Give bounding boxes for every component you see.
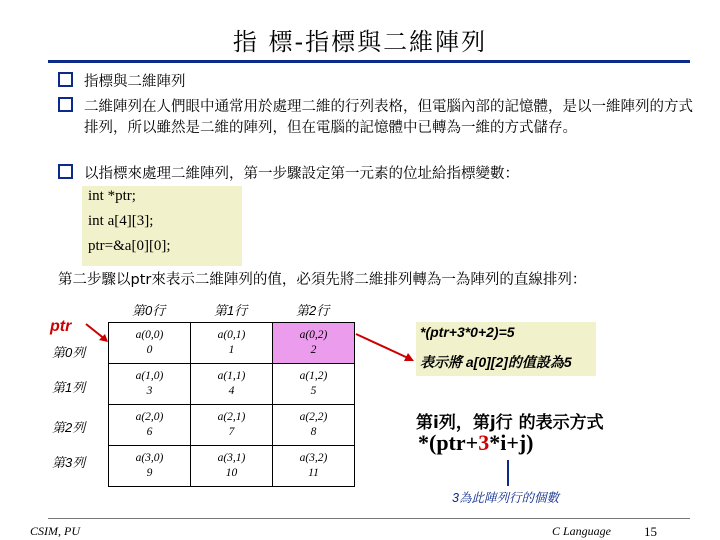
grid-cell: a(0,1) 1 <box>191 323 273 364</box>
grid-cell: a(2,0) 6 <box>109 405 191 446</box>
array-grid <box>108 322 355 487</box>
col-header-1: 第1行 <box>214 303 248 318</box>
grid-row <box>109 364 355 405</box>
bullet-box-icon <box>58 97 73 112</box>
formula <box>418 430 534 456</box>
page-number: 15 <box>644 524 657 539</box>
grid-cell: a(2,2) 8 <box>273 405 355 446</box>
grid-row <box>109 405 355 446</box>
bullet-1 <box>58 72 186 93</box>
bullet-2-text: 二維陣列在人們眼中通常用於處理二維的行列表格，但電腦內部的記憶體，是以一維陣列的方式排列，所以雖然是二維的陣列，但在電腦的記憶體中已轉為一維的方式儲存。 <box>84 99 693 136</box>
grid-cell: a(3,1) 10 <box>191 446 273 487</box>
bullet-box-icon <box>58 164 73 179</box>
note-explanation: 表示將 a[0][2]的值設為5 <box>420 354 572 370</box>
row-header-3: 第3列 <box>52 455 86 470</box>
grid-cell-highlight: a(0,2) 2 <box>273 323 355 364</box>
note-arrow-icon <box>354 330 418 366</box>
slide-title: 指 標-指標與二維陣列 <box>232 28 488 56</box>
title-rule <box>48 60 690 63</box>
bullet-3-text: 以指標來處理二維陣列，第一步驟設定第一元素的位址給指標變數： <box>84 166 519 182</box>
step2-text: 第二步驟以ptr來表示二維陣列的值，必須先將二維排列轉為一為陣列的直線排列： <box>58 272 587 288</box>
pointer-line <box>507 460 509 486</box>
rowcol-heading: 第i列，第j行 的表示方式 <box>416 413 604 433</box>
row-header-2: 第2列 <box>52 420 86 435</box>
grid-row <box>109 446 355 487</box>
code-line-2: int a[4][3]; <box>88 213 154 229</box>
col-header-0: 第0行 <box>132 303 166 318</box>
bullet-3 <box>58 164 519 185</box>
grid-cell: a(0,0) 0 <box>109 323 191 364</box>
bullet-box-icon <box>58 72 73 87</box>
row-header-1: 第1列 <box>52 380 86 395</box>
three-note: 3為此陣列行的個數 <box>452 491 559 505</box>
bullet-1-text: 指標與二維陣列 <box>84 74 186 90</box>
code-line-1: int *ptr; <box>88 188 136 204</box>
grid-cell: a(1,1) 4 <box>191 364 273 405</box>
bullet-2 <box>58 97 693 136</box>
formula-prefix: *(ptr+ <box>418 430 479 455</box>
row-header-0: 第0列 <box>52 345 86 360</box>
grid-cell: a(1,2) 5 <box>273 364 355 405</box>
footer-rule <box>48 518 690 519</box>
grid-cell: a(3,2) 11 <box>273 446 355 487</box>
col-header-2: 第2行 <box>296 303 330 318</box>
grid-cell: a(2,1) 7 <box>191 405 273 446</box>
note-expression: *(ptr+3*0+2)=5 <box>420 324 515 340</box>
grid-row <box>109 323 355 364</box>
grid-cell: a(1,0) 3 <box>109 364 191 405</box>
formula-suffix: *i+j) <box>489 430 534 455</box>
formula-three: 3 <box>478 430 490 455</box>
code-line-3: ptr=&a[0][0]; <box>88 238 171 254</box>
footer-course: C Language <box>552 524 612 538</box>
ptr-label: ptr <box>50 318 72 335</box>
footer-left: CSIM, PU <box>30 524 80 538</box>
grid-cell: a(3,0) 9 <box>109 446 191 487</box>
